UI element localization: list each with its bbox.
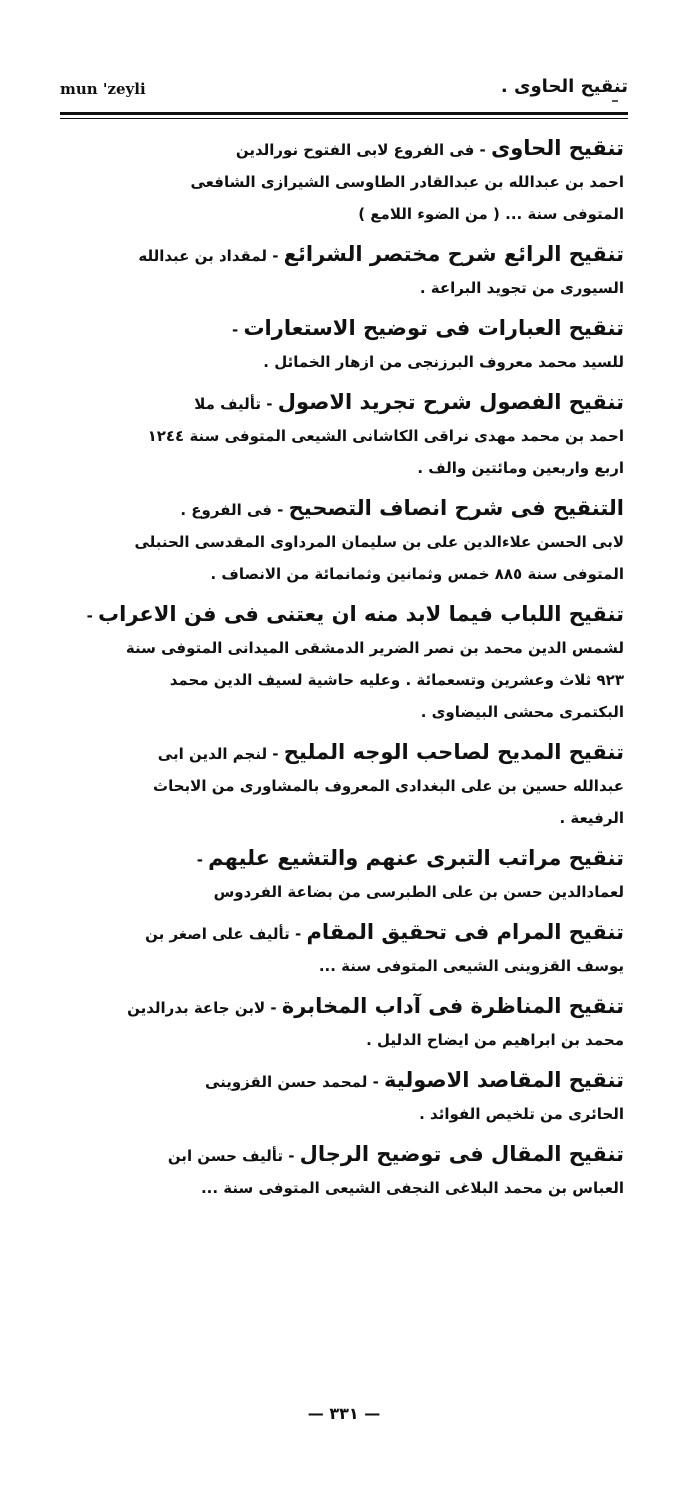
- entry-line-text: - لابن جاعة بدرالدين: [127, 999, 282, 1017]
- dictionary-entry: [64, 386, 624, 484]
- dictionary-entry: [64, 990, 624, 1056]
- entry-title: تنقيح العبارات فى توضيح الاستعارات: [243, 316, 624, 340]
- entry-title: تنقيح المديح لصاحب الوجه المليح: [283, 740, 624, 764]
- entry-line: [64, 386, 624, 420]
- entry-title: تنقيح المقال فى توضيح الرجال: [299, 1142, 624, 1166]
- entry-title: تنقيح مراتب التبرى عنهم والتشيع عليهم: [208, 846, 624, 870]
- stray-mark: [612, 100, 618, 102]
- entry-line: عبدالله حسين بن على البغدادى المعروف بالمشاورى من الابحاث: [153, 777, 624, 795]
- entry-line-text: -: [196, 851, 209, 869]
- header-left-text: mun 'zeyli: [60, 80, 146, 98]
- entry-line: [64, 238, 624, 272]
- entry-title: تنقيح الرائع شرح مختصر الشرائع: [283, 242, 624, 266]
- entry-line-text: - لنجم الدين ابى: [157, 745, 284, 763]
- entry-line: لعمادالدين حسن بن على الطبرسى من بضاعة الفردوس: [213, 883, 624, 901]
- entry-line: احمد بن عبدالله بن عبدالقادر الطاوسى الشيرازى الشافعى: [190, 173, 624, 191]
- entry-title: تنقيح المناظرة فى آداب المخابرة: [281, 994, 624, 1018]
- entry-line: لشمس الدين محمد بن نصر الضرير الدمشقى الميدانى المتوفى سنة: [125, 639, 624, 657]
- entry-title: تنقيح المرام فى تحقيق المقام: [306, 920, 624, 944]
- entry-line: الرفيعة .: [559, 809, 624, 827]
- entry-line: يوسف القزوينى الشيعى المتوفى سنة ...: [318, 957, 624, 975]
- entry-line: اربع واربعين ومائتين والف .: [417, 459, 624, 477]
- entry-line: [64, 916, 624, 950]
- entry-line: ٩٢٣ ثلاث وعشرين وتسعمائة . وعليه حاشية لسيف الدين محمد: [169, 671, 624, 689]
- entry-title: تنقيح الحاوى: [491, 136, 624, 160]
- entry-line: للسيد محمد معروف البرزنجى من ازهار الخمائل .: [263, 353, 624, 371]
- entry-line: [64, 312, 624, 346]
- entry-line-text: - لمحمد حسن القزوينى: [204, 1073, 385, 1091]
- entry-line: احمد بن محمد مهدى نراقى الكاشانى الشيعى المتوفى سنة ١٢٤٤: [147, 427, 624, 445]
- entry-line: [64, 492, 624, 526]
- dictionary-entry: [64, 312, 624, 378]
- entry-line: [64, 1138, 624, 1172]
- entry-line: [64, 736, 624, 770]
- entry-line: البكتمرى محشى البيضاوى .: [420, 703, 624, 721]
- page-number: — ٣٣١ —: [307, 1404, 381, 1423]
- header-rule-thin: [60, 118, 628, 119]
- entry-line: المتوفى سنة ٨٨٥ خمس وثمانين وثمانمائة من الانصاف .: [210, 565, 624, 583]
- entry-line: [64, 842, 624, 876]
- entry-title: تنقيح المقاصد الاصولية: [384, 1068, 624, 1092]
- entry-line-text: -: [232, 321, 244, 339]
- dictionary-entry: [64, 736, 624, 834]
- entry-line: العباس بن محمد البلاغى النجفى الشيعى المتوفى سنة ...: [200, 1179, 624, 1197]
- entry-line-text: - لمقداد بن عبدالله: [138, 247, 284, 265]
- dictionary-entry: [64, 916, 624, 982]
- entry-list: [64, 132, 624, 1212]
- entry-line: الحائرى من تلخيص الفوائد .: [419, 1105, 624, 1123]
- entry-line-text: - تأليف على اصغر بن: [145, 925, 307, 943]
- entry-line-text: - فى الفروع .: [180, 501, 289, 519]
- entry-line-text: - تأليف حسن ابن: [167, 1147, 300, 1165]
- entry-line-text: - تأليف ملا: [194, 395, 278, 413]
- header-rule-thick: [60, 112, 628, 115]
- entry-line-text: - فى الفروع لابى الفتوح نورالدين: [235, 141, 491, 159]
- dictionary-entry: [64, 132, 624, 230]
- entry-line: لابى الحسن علاءالدين على بن سليمان المرداوى المقدسى الحنبلى: [134, 533, 624, 551]
- entry-line: المتوفى سنة ... ( من الضوء اللامع ): [358, 205, 624, 223]
- entry-title: تنقيح اللباب فيما لابد منه ان يعتنى فى فن الاعراب: [98, 602, 624, 626]
- running-header: [60, 74, 628, 108]
- entry-line-text: -: [86, 607, 99, 625]
- dictionary-entry: [64, 598, 624, 728]
- dictionary-entry: [64, 1138, 624, 1204]
- dictionary-entry: [64, 492, 624, 590]
- dictionary-entry: [64, 842, 624, 908]
- entry-line: [64, 132, 624, 166]
- entry-line: [64, 1064, 624, 1098]
- entry-title: التنقيح فى شرح انصاف التصحيح: [288, 496, 624, 520]
- entry-line: محمد بن ابراهيم من ايضاح الدليل .: [366, 1031, 624, 1049]
- entry-line: [64, 598, 624, 632]
- entry-line: [64, 990, 624, 1024]
- entry-title: تنقيح الفصول شرح تجريد الاصول: [277, 390, 624, 414]
- dictionary-entry: [64, 1064, 624, 1130]
- entry-line: السيورى من تجويد البراعة .: [419, 279, 624, 297]
- dictionary-entry: [64, 238, 624, 304]
- header-right-title: تنقيح الحاوى .: [500, 76, 628, 97]
